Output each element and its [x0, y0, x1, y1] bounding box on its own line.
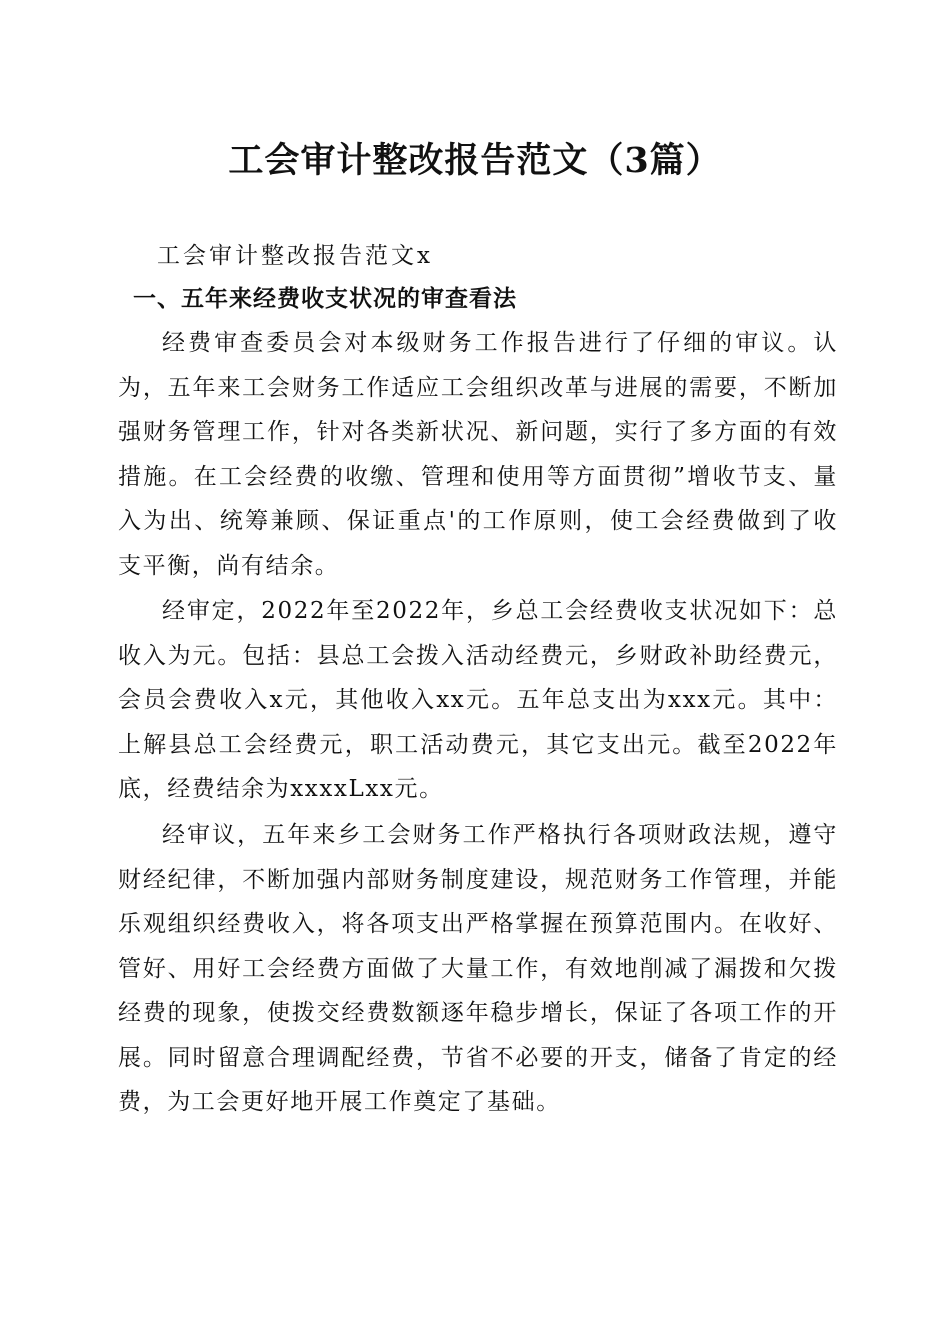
section-heading: 一、五年来经费收支状况的审查看法 [133, 286, 517, 312]
paragraph-expense-review: 经费审查委员会对本级财务工作报告进行了仔细的审议。认为，五年来工会财务工作适应工会组织改革与进展的需要，不断加强财务管理工作，针对各类新状况、新问题，实行了多方面的有效措施。在工会经费的收缴、管理和使用等方面贯彻”增收节支、量入为出、统筹兼顾、保证重点'的工作原则，使工会经费做到了收支平衡，尚有结余。 [118, 330, 838, 579]
paragraph-audit-conclusion: 经审议，五年来乡工会财务工作严格执行各项财政法规，遵守财经纪律，不断加强内部财务制度建设，规范财务工作管理，并能乐观组织经费收入，将各项支出严格掌握在预算范围内。在收好、管好、用好工会经费方面做了大量工作，有效地削减了漏拨和欠拨经费的现象，使拨交经费数额逐年稳步增长，保证了各项工作的开展。同时留意合理调配经费，节省不必要的开支，储备了肯定的经费，为工会更好地开展工作奠定了基础。 [118, 822, 838, 1115]
paragraph-income-expenditure: 经审定，2022年至2022年，乡总工会经费收支状况如下：总收入为元。包括：县总工会拨入活动经费元，乡财政补助经费元，会员会费收入x元，其他收入xx元。五年总支出为xxx元。其中：上解县总工会经费元，职工活动费元，其它支出元。截至2022年底，经费结余为xxxxLxx元。 [118, 598, 838, 802]
document-subtitle: 工会审计整改报告范文x [157, 243, 433, 269]
document-title: 工会审计整改报告范文（3篇） [228, 140, 722, 181]
